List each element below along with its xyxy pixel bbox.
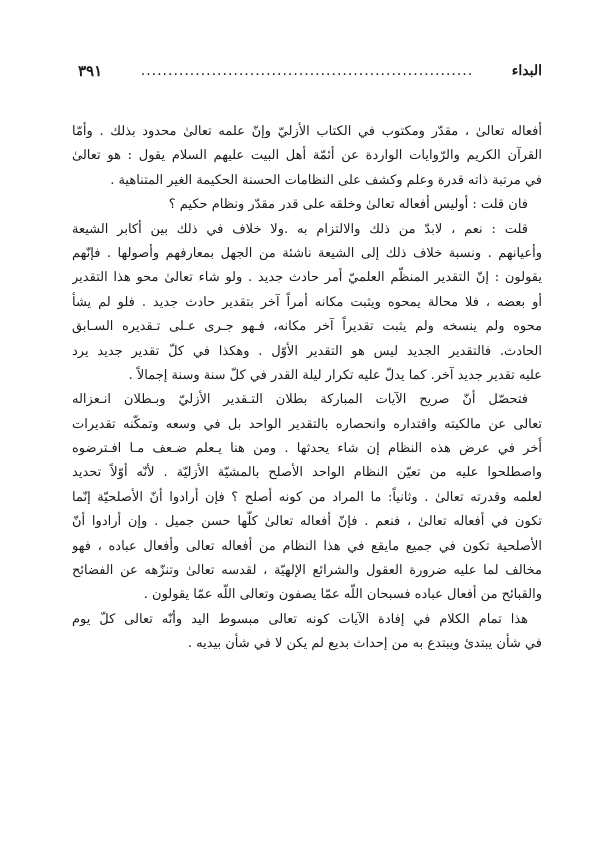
text-line: أفعاله تعالىٰ ، مقدّر ومكتوب في الكتاب الأزليّ وإنّ علمه تعالىٰ محدود بذلك . وأمّا xyxy=(72,124,542,139)
text-line: الحادث. فالتقدير الجديد ليس هو التقدير الأوّل . وهكذا في كلّ تقدير جديد يرد xyxy=(72,343,542,359)
leader-dots: ............................................................. xyxy=(140,63,474,79)
text-line: لعلمه وقدرته تعالىٰ . وثانياً: ما المراد من كونه أصلح ؟ فإن أرادوا أنّ الأصلحيّة إنّما xyxy=(72,489,542,505)
text-line: والقبائح من أفعال عباده فسبحان اللّه عمّا يصفون وتعالى اللّه عمّا يقولون . xyxy=(143,587,542,603)
page-number: ٣٩١ xyxy=(78,62,103,80)
text-line: تعالى عن مالكيته واقتداره وانحصاره بالتقدير الواحد بل في وسعه وتمكّنه تقديرات xyxy=(72,416,542,432)
text-line: الأصلحية تكون في جميع مايقع في هذا النظام من أفعاله تعالى وأفعال عباده ، فهو xyxy=(72,538,542,554)
text-line: في شأن يبتدئ ويبتدع به من إحداث بديع لم يكن لا في شأن بيديه . xyxy=(187,636,542,652)
text-line: قلت : نعم ، لابدّ من ذلك والالتزام به .ولا خلاف في ذلك بين أكابر الشيعة xyxy=(72,221,528,237)
chapter-title: البداء xyxy=(511,63,542,79)
text-line: محوه ولم ينسخه ولم يثبت تقديراً آخر مكانه، فـهو جـرى عـلى تـقديره السـابق xyxy=(72,319,542,335)
text-line: يقولون : إنّ التقدير المنظّم العلميّ أمر حادث جديد . ولو شاء تعالىٰ محو هذا التقدير xyxy=(72,270,542,286)
text-line: تكون في أفعاله تعالىٰ ، فنعم . فإنّ أفعاله تعالىٰ كلّها حسن جميل . وإن أرادوا أنّ xyxy=(72,514,542,530)
text-line: وأعيانهم . ونسبة خلاف ذلك إلى الشيعة ناشئة من الجهل بمعارفهم وأصولها . فإنّهم xyxy=(72,245,542,261)
text-line: أو بعضه ، فلا محالة يمحوه ويثبت مكانه أمراً آخر بتقدير حادث جديد . فلو لم يشأ xyxy=(72,294,542,310)
body-text xyxy=(72,120,542,657)
text-line: هذا تمام الكلام في إفادة الآيات كونه تعالى مبسوط اليد وأنّه تعالى كلّ يوم xyxy=(72,611,528,627)
text-line: واصطلحوا عليه من تعيّن النظام الواحد الأصلح بالمشيّة الأزليّة . لأنّه أوّلاً تحديد xyxy=(72,465,542,481)
text-line: مخالف لما عليه ضرورة العقول والشرائع الإلهيّة ، لقدسه تعالىٰ وتنزّهه عن الفضائح xyxy=(72,563,542,579)
text-line: القرآن الكريم والرّوايات الواردة عن أئمّة أهل البيت عليهم السلام يقول : هو تعالىٰ xyxy=(72,148,542,164)
text-line: أُخر في عرض هذه النظام إن شاء يحدثها . ومن هنا يـعلم ضـعف مـا افـترضوه xyxy=(72,441,542,457)
running-head xyxy=(78,60,542,82)
text-line: عليه تقدير جديد آخر. كما يدلّ عليه تكرار ليلة القدر في كلّ سنة وسنة إجمالاً . xyxy=(128,367,542,383)
text-line: في مرتبة ذاته قدرة وعلم وكشف على النظامات الحسنة الحكيمة الغير المتناهية . xyxy=(110,172,542,188)
text-line: فان قلت : أوليس أفعاله تعالىٰ وخلقه على قدر مقدّر ونظام حكيم ؟ xyxy=(168,197,528,213)
text-line: فتحصّل أنّ صريح الآيات المباركة بطلان التـقدير الأزليّ وبـطلان انـعزاله xyxy=(72,392,528,408)
